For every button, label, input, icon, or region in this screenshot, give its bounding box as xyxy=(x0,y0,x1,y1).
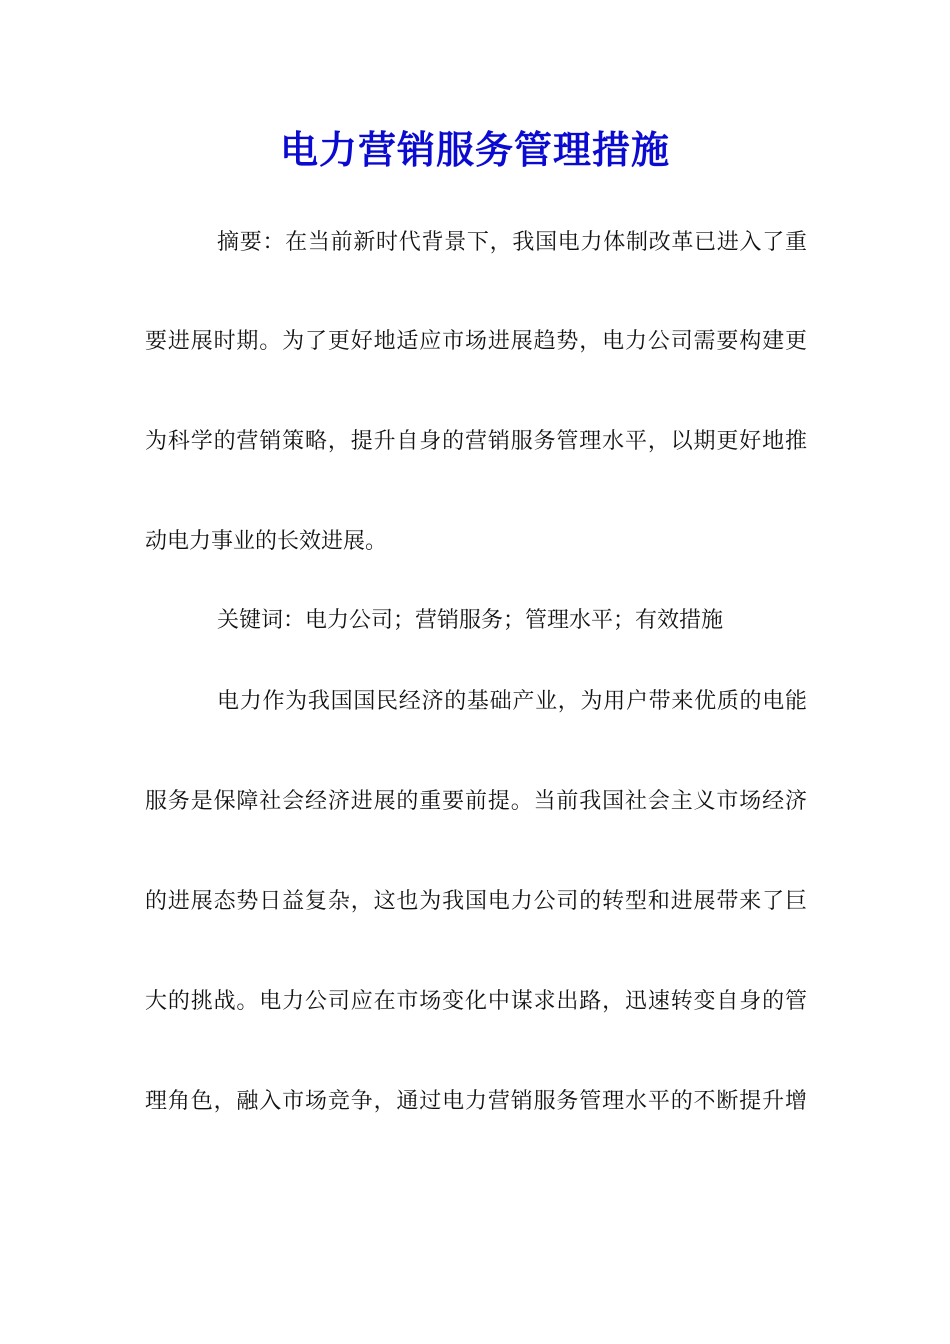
keywords-line: 关键词：电力公司；营销服务；管理水平；有效措施 xyxy=(217,608,724,633)
body-line-2: 服务是保障社会经济进展的重要前提。当前我国社会主义市场经济 xyxy=(145,789,807,814)
abstract-line-3: 为科学的营销策略，提升自身的营销服务管理水平，以期更好地推 xyxy=(145,429,807,454)
body-line-4: 大的挑战。电力公司应在市场变化中谋求出路，迅速转变自身的管 xyxy=(145,989,807,1014)
abstract-line-4: 动电力事业的长效进展。 xyxy=(145,529,388,554)
abstract-line-1: 摘要：在当前新时代背景下，我国电力体制改革已进入了重 xyxy=(217,230,807,255)
body-line-1: 电力作为我国国民经济的基础产业，为用户带来优质的电能 xyxy=(217,689,807,714)
body-line-3: 的进展态势日益复杂，这也为我国电力公司的转型和进展带来了巨 xyxy=(145,889,807,914)
body-line-5: 理角色，融入市场竞争，通过电力营销服务管理水平的不断提升增 xyxy=(145,1089,807,1114)
document-title: 电力营销服务管理措施 xyxy=(279,127,670,172)
abstract-line-2: 要进展时期。为了更好地适应市场进展趋势，电力公司需要构建更 xyxy=(145,329,807,354)
